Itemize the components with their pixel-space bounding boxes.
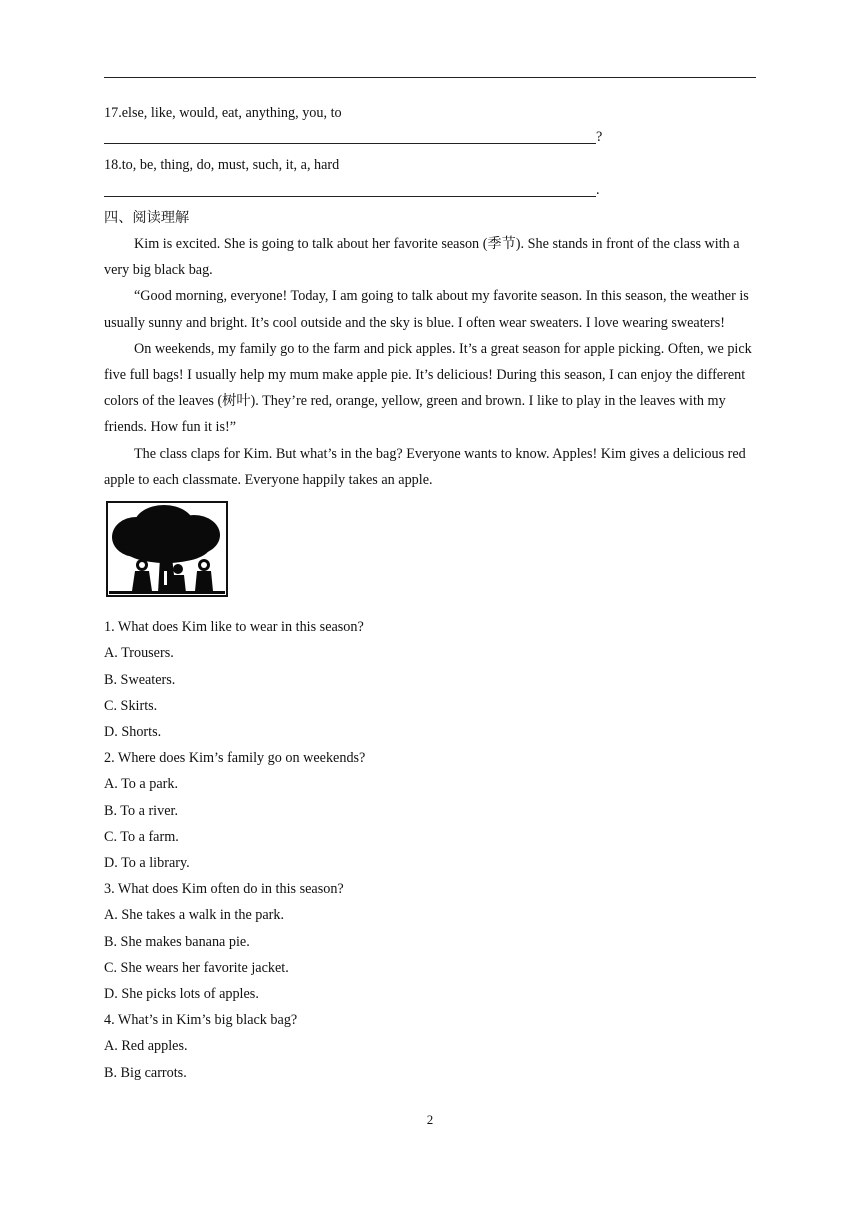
option-c[interactable]: C. Skirts.: [104, 697, 158, 714]
tree-and-children-illustration: [106, 501, 228, 597]
passage-paragraph-4: The class claps for Kim. But what’s in the bag? Everyone wants to know. Apples! Kim gives a delicious red apple to each classmate. Everyone happily takes an apple.: [104, 445, 746, 488]
option-b[interactable]: B. Sweaters.: [104, 671, 176, 688]
question-4: [104, 1007, 756, 1086]
option-a[interactable]: A. Trousers.: [104, 645, 174, 662]
passage-paragraph-1: Kim is excited. She is going to talk about her favorite season (季节). She stands in front of the class with a very big black bag.: [104, 235, 740, 279]
exercise-18-prompt: 18.to, be, thing, do, must, such, it, a, hard: [104, 157, 340, 174]
exercise-17-answer-line[interactable]: [104, 126, 756, 152]
end-punctuation: .: [596, 181, 600, 198]
question-text: 2. Where does Kim’s family go on weekends?: [104, 750, 366, 767]
page-number: 2: [426, 1112, 434, 1127]
option-b[interactable]: B. To a river.: [104, 802, 179, 819]
question-text: 3. What does Kim often do in this season?: [104, 881, 344, 898]
option-d[interactable]: D. To a library.: [104, 855, 190, 872]
page-content: [104, 100, 756, 1086]
question-text: 1. What does Kim like to wear in this season?: [104, 619, 364, 636]
option-c[interactable]: C. To a farm.: [104, 828, 179, 845]
passage-paragraph-3: On weekends, my family go to the farm and pick apples. It’s a great season for apple picking. Often, we pick five full bags! I usually help my mum make apple pie. It’s delicious! During this season, I can enjoy the different colors of the leaves (树叶). They’re red, orange, yellow, green and brown. I like to play in the leaves with my friends. How fun it is!”: [104, 340, 752, 436]
option-a[interactable]: A. She takes a walk in the park.: [104, 907, 285, 924]
question-text: 4. What’s in Kim’s big black bag?: [104, 1012, 298, 1029]
passage-paragraph-2: “Good morning, everyone! Today, I am going to talk about my favorite season. In this season, the weather is usually sunny and bright. It’s cool outside and the sky is blue. I often wear sweaters. I love wearing sweaters!: [104, 288, 749, 331]
option-d[interactable]: D. She picks lots of apples.: [104, 986, 259, 1003]
answer-underline: [104, 196, 596, 197]
option-b[interactable]: B. She makes banana pie.: [104, 933, 250, 950]
question-3: [104, 876, 756, 1007]
section-title: 四、阅读理解: [104, 209, 190, 226]
answer-underline: [104, 143, 596, 144]
option-a[interactable]: A. To a park.: [104, 776, 178, 793]
option-a[interactable]: A. Red apples.: [104, 1038, 188, 1055]
header-rule: [104, 77, 756, 78]
option-c[interactable]: C. She wears her favorite jacket.: [104, 959, 289, 976]
question-1: [104, 614, 756, 745]
option-b[interactable]: B. Big carrots.: [104, 1064, 187, 1081]
question-2: [104, 745, 756, 876]
option-d[interactable]: D. Shorts.: [104, 724, 162, 741]
exercise-18-answer-line[interactable]: [104, 179, 756, 205]
end-punctuation: ?: [596, 129, 603, 146]
exercise-17-prompt: 17.else, like, would, eat, anything, you, to: [104, 105, 342, 121]
